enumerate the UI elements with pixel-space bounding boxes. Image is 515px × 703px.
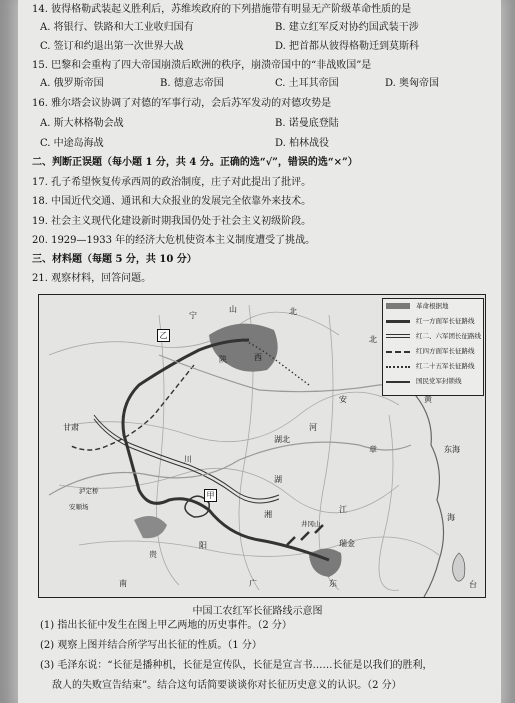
label-an: 安 (339, 395, 347, 404)
q17: 17. 孔子希望恢复传承西周的政治制度，庄子对此提出了批评。 (32, 177, 312, 188)
legend-item-red2-6: 红二、六军团长征路线 (386, 331, 482, 342)
label-guang: 广 (249, 579, 257, 588)
base-central (309, 548, 342, 577)
q15-option-d: D. 奥匈帝国 (385, 78, 440, 89)
coastline (411, 390, 444, 597)
label-shi: 北 (369, 335, 377, 344)
legend-item-red1: 红一方面军长征路线 (386, 316, 482, 327)
q16-stem: 16. 雅尔塔会议协调了对德的军事行动，会后苏军发动的对德攻势是 (32, 98, 332, 109)
legend-item-red4: 红四方面军长征路线 (386, 346, 482, 357)
label-henan: 河 (309, 423, 317, 432)
q16-option-d: D. 柏林战役 (275, 138, 330, 149)
q14-option-c: C. 签订和约退出第一次世界大战 (40, 41, 184, 52)
q18: 18. 中国近代交通、通讯和大众报业的发展完全依靠外来技术。 (32, 196, 312, 207)
q21-sub3-cont: 敌人的失败宣告结束”。结合这句话简要谈谈你对长征历史意义的认识。（2 分） (52, 680, 402, 691)
yellow-river (159, 355, 411, 392)
label-anshunchang: 安顺场 (69, 503, 89, 511)
long-march-map (38, 294, 486, 598)
label-guiyang: 阳 (199, 541, 207, 550)
q15-option-a: A. 俄罗斯帝国 (40, 78, 104, 89)
route-red4 (69, 365, 194, 450)
label-shaan: 陕 (219, 355, 227, 364)
label-donghai: 东海 (444, 445, 460, 454)
label-hubei: 湖北 (274, 435, 290, 444)
section2-header: 二、判断正误题（每小题 1 分，共 4 分。正确的选“√”，错误的选“×”） (32, 157, 358, 168)
q16-option-c: C. 中途岛海战 (40, 138, 104, 149)
q15-option-c: C. 土耳其帝国 (275, 78, 339, 89)
base-shaanbei (209, 324, 278, 372)
label-hu: 湖 (274, 475, 282, 484)
q21-sub3: (3) 毛泽东说：“长征是播种机，长征是宣传队，长征是宣言书……长征是以我们的胜利， (40, 660, 433, 671)
legend-item-blockade: 国民党军封锁线 (386, 376, 482, 387)
label-tai: 台 (469, 580, 477, 589)
map-caption: 中国工农红军长征路线示意图 (192, 606, 323, 617)
label-xi: 西 (254, 353, 262, 362)
q14-option-a: A. 将银行、铁路和大工业收归国有 (40, 22, 194, 33)
label-hai: 海 (447, 513, 455, 522)
q14-option-d: D. 把首都从彼得格勒迁到莫斯科 (275, 41, 420, 52)
label-huang: 黄 (424, 395, 432, 404)
label-gansu: 甘肃 (63, 423, 79, 432)
q16-option-a: A. 斯大林格勒会战 (40, 118, 124, 129)
label-jinggangshan: 井冈山 (301, 520, 321, 528)
label-luding: 泸定桥 (79, 487, 99, 495)
q21: 21. 观察材料，回答问题。 (32, 273, 152, 284)
q19: 19. 社会主义现代化建设新时期我国仍处于社会主义初级阶段。 (32, 216, 312, 227)
q16-option-b: B. 诺曼底登陆 (275, 118, 339, 129)
label-bei: 北 (289, 307, 297, 316)
label-xiang: 湘 (264, 510, 272, 519)
q15-stem: 15. 巴黎和会重构了四大帝国崩溃后欧洲的秩序，崩溃帝国中的“非战败国”是 (32, 60, 372, 71)
q20: 20. 1929—1933 年的经济大危机使资本主义制度遭受了挑战。 (32, 235, 316, 246)
q14-stem: 14. 彼得格勒武装起义胜利后，苏维埃政府的下列措施带有明显无产阶级革命性质的是 (32, 4, 412, 15)
label-ruijin: 瑞金 (339, 539, 355, 548)
taiwan-island (453, 553, 465, 581)
label-dong: 东 (329, 579, 337, 588)
base-southwest (134, 516, 167, 538)
section3-header: 三、材料题（每题 5 分，共 10 分） (32, 254, 197, 265)
label-nan: 南 (119, 579, 127, 588)
marker-yi: 乙 (157, 329, 170, 342)
q14-option-b: B. 建立红军反对协约国武装干涉 (275, 22, 419, 33)
q15-option-b: B. 德意志帝国 (160, 78, 224, 89)
map-legend (382, 298, 484, 396)
q21-sub2: (2) 观察上图并结合所学写出长征的性质。（1 分） (40, 640, 262, 651)
label-ning: 宁 (189, 311, 197, 320)
legend-item-base: 革命根据地 (386, 301, 482, 312)
label-jiang: 江 (339, 505, 347, 514)
label-shan: 山 (229, 305, 237, 314)
marker-jia: 甲 (204, 489, 217, 502)
label-gui: 贵 (149, 550, 157, 559)
label-zhang: 章 (369, 445, 377, 454)
q21-sub1: (1) 指出长征中发生在图上甲乙两地的历史事件。（2 分） (40, 620, 292, 631)
label-sichuan: 川 (184, 455, 192, 464)
legend-item-red25: 红二十五军长征路线 (386, 361, 482, 372)
